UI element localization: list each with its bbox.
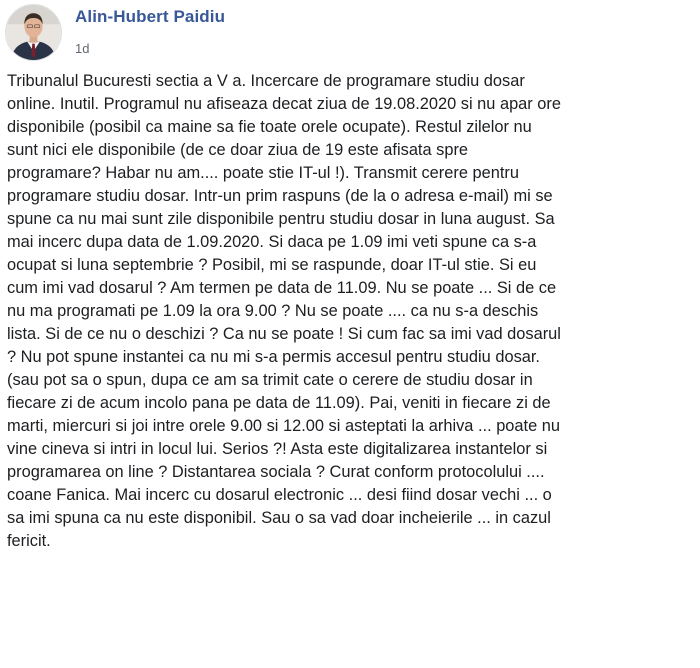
post-body-line: cum imi vad dosarul ? Am termen pe data de 11.09. Nu se poate ... Si de ce (7, 279, 557, 297)
author-name-link[interactable]: Alin-Hubert Paidiu (75, 7, 226, 26)
post-body-line: programare studiu dosar. Intr-un prim raspuns (de la o adresa e-mail) mi se (7, 187, 553, 205)
post-body-line: Tribunalul Bucuresti sectia a V a. Incercare de programare studiu dosar (7, 72, 525, 90)
profile-photo-icon (6, 5, 61, 60)
post-body-line: marti, miercuri si joi intre orele 9.00 si 12.00 si asteptati la arhiva ... poate nu (7, 417, 560, 435)
post-body-line: fiecare zi de acum incolo pana pe data de 11.09). Pai, veniti in fiecare zi de (7, 394, 551, 412)
post-body-line: coane Fanica. Mai incerc cu dosarul electronic ... desi fiind dosar vechi ... o (7, 486, 552, 504)
post-body-line: nu ma programati pe 1.09 la ora 9.00 ? Nu se poate .... ca nu s-a deschis (7, 302, 539, 320)
post-body-line: mai incerc dupa data de 1.09.2020. Si daca pe 1.09 imi veti spune ca s-a (7, 233, 537, 251)
post-body-line: (sau pot sa o spun, dupa ce am sa trimit cate o cerere de studiu dosar in (7, 371, 533, 389)
post-body-line: disponibile (posibil ca maine sa fie toate orele ocupate). Restul zilelor nu (7, 118, 532, 136)
post-body-line: programarea on line ? Distantarea sociala ? Curat conform protocolului .... (7, 463, 545, 481)
post-body-line: vine cineva si intri in locul lui. Serios ?! Asta este digitalizarea instantelor si (7, 440, 548, 458)
post-body-text (7, 70, 695, 553)
post-body-line: sa imi spuna ca nu este disponibil. Sau o sa vad doar incheierile ... in cazul (7, 509, 551, 527)
post-body-line: online. Inutil. Programul nu afiseaza decat ziua de 19.08.2020 si nu apar ore (7, 95, 562, 113)
post-body-line: lista. Si de ce nu o deschizi ? Ca nu se poate ! Si cum fac sa imi vad dosarul (7, 325, 561, 343)
post-body-line: sunt nici ele disponibile (de ce doar ziua de 19 este afisata spre (7, 141, 469, 159)
post-header (0, 0, 700, 70)
post-body-line: fericit. (7, 532, 51, 550)
post-timestamp[interactable]: 1d (75, 41, 90, 56)
post-body-line: ? Nu pot spune instantei ca nu mi s-a permis accesul pentru studiu dosar. (7, 348, 540, 366)
author-avatar[interactable] (5, 4, 62, 61)
post-body-line: ocupat si luna septembrie ? Posibil, mi se raspunde, doar IT-ul stie. Si eu (7, 256, 537, 274)
post-body-line: spune ca nu mai sunt zile disponibile pentru studiu dosar in luna august. Sa (7, 210, 555, 228)
post-body-line: programare? Habar nu am.... poate stie IT-ul !). Transmit cerere pentru (7, 164, 519, 182)
